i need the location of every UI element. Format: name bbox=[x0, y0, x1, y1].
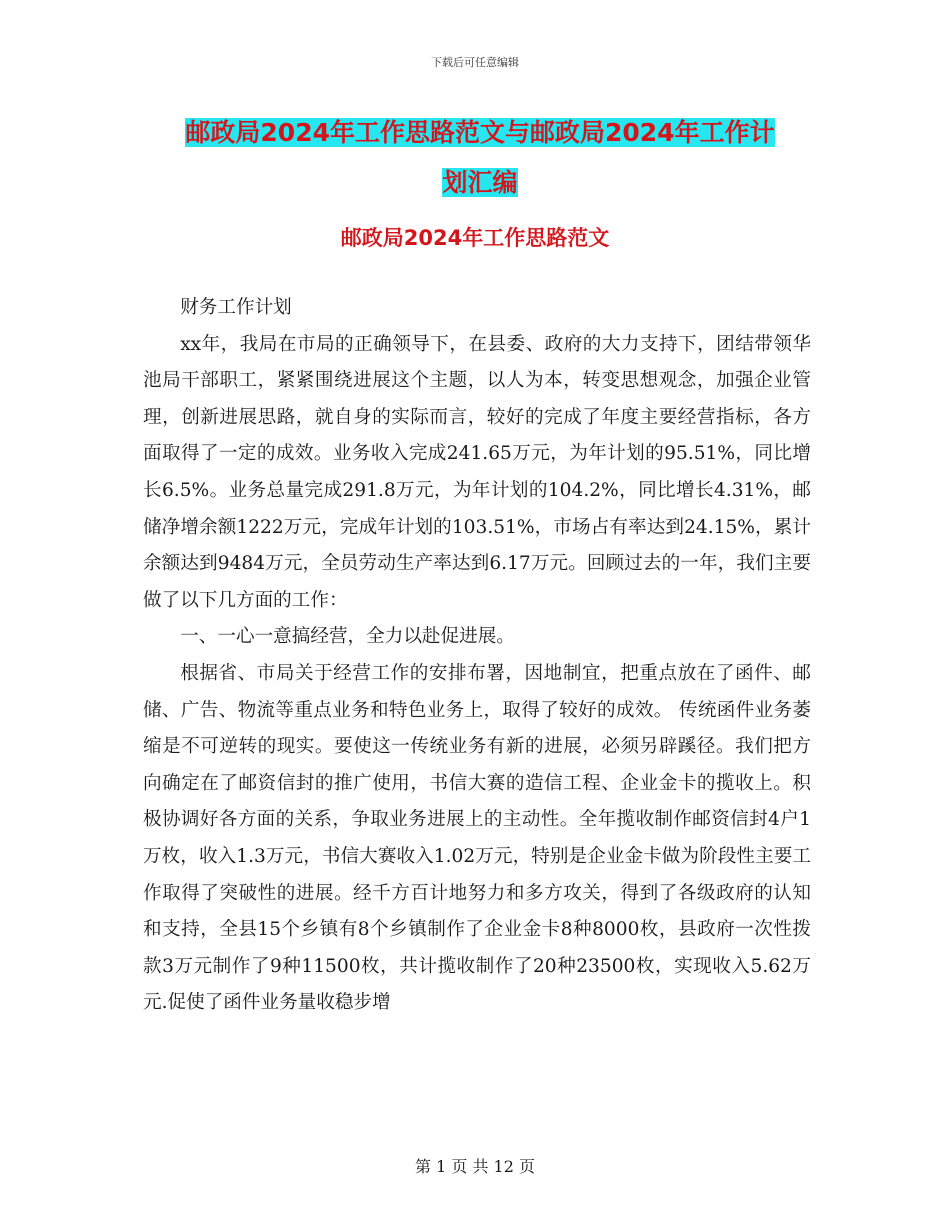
document-title-line-2: 划汇编 bbox=[442, 168, 518, 197]
paragraph: 一、一心一意搞经营，全力以赴促进展。 bbox=[180, 626, 515, 648]
paragraph: 财务工作计划 bbox=[180, 297, 292, 318]
page-number: 第 1 页 共 12 页 bbox=[415, 1157, 535, 1176]
section-title: 邮政局2024年工作思路范文 bbox=[340, 226, 610, 250]
paragraph: xx年，我局在市局的正确领导下，在县委、政府的大力支持下，团结带领华池局干部职工，紧紧围绕进展这个主题，以人为本，转变思想观念，加强企业管理，创新进展思路，就自身的实际而言，较好的完成了年度主要经营指标，各方面取得了一定的成效。业务收入完成241.65万元，为年计划的95.51%，同比增长6.5%。业务总量完成291.8万元，为年计划的104.2%，同比增长4.31%，邮储净增余额1222万元，完成年计划的103.51%，市场占有率达到24.15%，累计余额达到9484万元，全员劳动生产率达到6.17万元。回顾过去的一年，我们主要做了以下几方面的工作： bbox=[143, 333, 811, 611]
paragraph: 根据省、市局关于经营工作的安排布署，因地制宜，把重点放在了函件、邮储、广告、物流等重点业务和特色业务上，取得了较好的成效。 传统函件业务萎缩是不可逆转的现实。要使这一传统业务有新的进展，必须另辟蹊径。我们把方向确定在了邮资信封的推广使用，书信大赛的造信工程、企业金卡的揽收上。积极协调好各方面的关系，争取业务进展上的主动性。全年揽收制作邮资信封4户1万枚，收入1.3万元，书信大赛收入1.02万元，特别是企业金卡做为阶段性主要工作取得了突破性的进展。经千方百计地努力和多方攻关，得到了各级政府的认知和支持，全县15个乡镇有8个乡镇制作了企业金卡8种8000枚，县政府一次性拨款3万元制作了9种11500枚，共计揽收制作了20种23500枚，实现收入5.62万元.促使了函件业务量收稳步增 bbox=[143, 662, 811, 1014]
page-header-note: 下载后可任意编辑 bbox=[431, 56, 519, 69]
document-title bbox=[140, 108, 820, 208]
body-text bbox=[143, 290, 811, 1022]
document-title-line-1: 邮政局2024年工作思路范文与邮政局2024年工作计 bbox=[185, 118, 775, 147]
